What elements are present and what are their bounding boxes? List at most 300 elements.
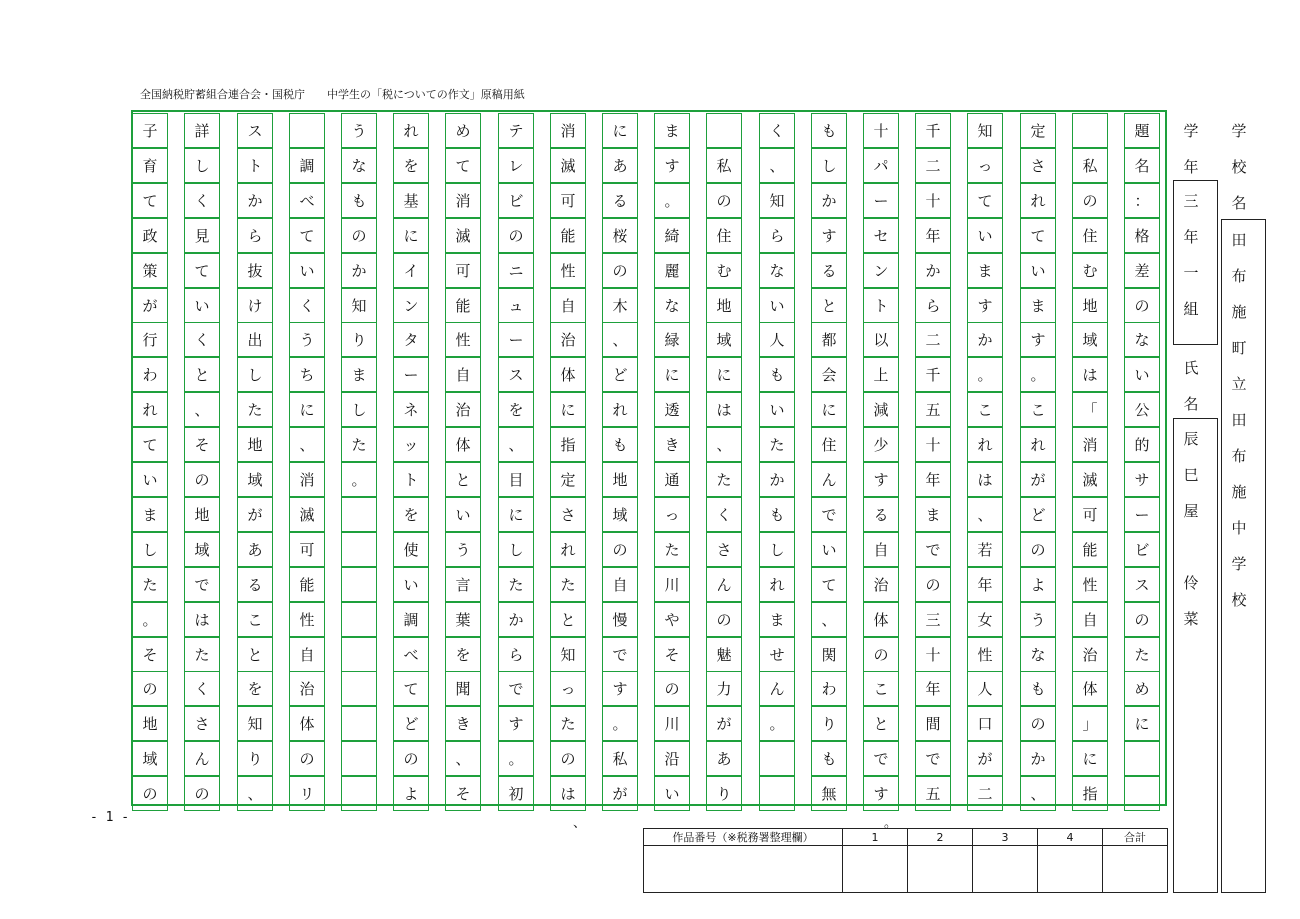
- school-label-char: 名: [1231, 194, 1247, 212]
- school-name-char: 田: [1231, 231, 1247, 249]
- grid-cell: 治: [550, 322, 586, 357]
- grid-cell: と: [237, 637, 273, 672]
- school-label: [1228, 113, 1250, 221]
- grid-cell: 住: [706, 218, 742, 253]
- grid-cell: イ: [393, 253, 429, 288]
- grid-cell: 調: [393, 602, 429, 637]
- grid-cell: ま: [967, 253, 1003, 288]
- grid-cell: あ: [602, 148, 638, 183]
- grid-cell: に: [498, 497, 534, 532]
- grid-cell: 、: [706, 427, 742, 462]
- grid-cell: 能: [289, 567, 325, 602]
- grid-cell: め: [1124, 671, 1160, 706]
- work-number-title: 作品番号（※税務署整理欄）: [644, 829, 843, 846]
- grid-cell: 川: [654, 706, 690, 741]
- grid-cell: 消: [1072, 427, 1108, 462]
- school-name-char: 中: [1231, 519, 1247, 537]
- grid-cell: す: [498, 706, 534, 741]
- grid-cell: 性: [445, 322, 481, 357]
- grid-cell: る: [811, 253, 847, 288]
- grid-cell: め: [445, 113, 481, 148]
- work-cell-1[interactable]: [843, 846, 908, 893]
- grid-cell: 少: [863, 427, 899, 462]
- grid-cell: 滅: [289, 497, 325, 532]
- grid-cell: た: [550, 706, 586, 741]
- manuscript-grid: [131, 110, 1167, 806]
- grid-cell: そ: [654, 637, 690, 672]
- grid-cell: 住: [811, 427, 847, 462]
- work-col-1: 1: [843, 829, 908, 846]
- grid-cell: ま: [654, 113, 690, 148]
- grid-cell: を: [393, 497, 429, 532]
- work-cell-total[interactable]: [1103, 846, 1168, 893]
- grid-cell: さ: [1020, 148, 1056, 183]
- grid-cell: る: [602, 183, 638, 218]
- grid-cell: ち: [289, 357, 325, 392]
- grid-cell: か: [1020, 741, 1056, 776]
- grid-cell: 知: [759, 183, 795, 218]
- grid-cell: 人: [967, 671, 1003, 706]
- grid-cell: 以: [863, 322, 899, 357]
- grid-cell: さ: [706, 532, 742, 567]
- grid-cell: ス: [237, 113, 273, 148]
- grid-cell: ま: [759, 602, 795, 637]
- grid-cell: す: [863, 776, 899, 811]
- grid-cell: 力: [706, 671, 742, 706]
- grid-cell: く: [706, 497, 742, 532]
- grid-cell: 、: [445, 741, 481, 776]
- grid-cell: は: [1072, 357, 1108, 392]
- grid-cell: 聞: [445, 671, 481, 706]
- grid-cell: に: [602, 113, 638, 148]
- grid-cell: と: [863, 706, 899, 741]
- grid-cell: で: [811, 497, 847, 532]
- grid-cell: [706, 113, 742, 148]
- grid-cell: う: [341, 113, 377, 148]
- grid-cell: の: [915, 567, 951, 602]
- grid-cell: ：: [1124, 183, 1160, 218]
- grid-cell: を: [237, 671, 273, 706]
- grid-cell: の: [498, 218, 534, 253]
- grid-cell: 年: [915, 671, 951, 706]
- grid-cell: れ: [1020, 183, 1056, 218]
- grid-cell: れ: [550, 532, 586, 567]
- grid-cell: 性: [967, 637, 1003, 672]
- grid-cell: の: [602, 532, 638, 567]
- grid-cell: け: [237, 288, 273, 323]
- grid-cell: で: [863, 741, 899, 776]
- grid-cell: リ: [289, 776, 325, 811]
- grid-cell: る: [237, 567, 273, 602]
- grid-cell: 「: [1072, 392, 1108, 427]
- work-number-table: [643, 828, 1168, 893]
- grid-cell: り: [706, 776, 742, 811]
- grid-cell: 策: [132, 253, 168, 288]
- grid-cell: か: [498, 602, 534, 637]
- grid-cell: い: [967, 218, 1003, 253]
- grid-cell: 抜: [237, 253, 273, 288]
- grid-cell: は: [184, 602, 220, 637]
- grid-cell: 自: [1072, 602, 1108, 637]
- grid-cell: 自: [863, 532, 899, 567]
- grid-cell: な: [1020, 637, 1056, 672]
- grid-cell: た: [1124, 637, 1160, 672]
- grid-cell: 滅: [445, 218, 481, 253]
- grid-cell: 名: [1124, 148, 1160, 183]
- grid-cell: い: [759, 392, 795, 427]
- grid-cell: 。: [654, 183, 690, 218]
- grid-cell: れ: [967, 427, 1003, 462]
- grid-cell: 地: [184, 497, 220, 532]
- grid-cell: う: [445, 532, 481, 567]
- grid-cell: [341, 567, 377, 602]
- grid-cell: い: [1124, 357, 1160, 392]
- grid-cell: に: [289, 392, 325, 427]
- grid-cell: 体: [289, 706, 325, 741]
- grid-cell: 十: [915, 637, 951, 672]
- grid-cell: の: [1020, 706, 1056, 741]
- grid-cell: に: [706, 357, 742, 392]
- grid-cell: 十: [915, 183, 951, 218]
- grid-cell: 年: [967, 567, 1003, 602]
- grid-cell: 治: [863, 567, 899, 602]
- grid-cell: も: [759, 357, 795, 392]
- student-name-label: [1180, 350, 1202, 422]
- grid-cell: 、: [759, 148, 795, 183]
- grid-cell: す: [967, 288, 1003, 323]
- grid-cell: っ: [550, 671, 586, 706]
- grid-cell: 知: [550, 637, 586, 672]
- grid-cell: た: [341, 427, 377, 462]
- grid-cell: わ: [811, 671, 847, 706]
- grid-cell: と: [184, 357, 220, 392]
- grid-cell: [289, 113, 325, 148]
- grid-cell: [1124, 776, 1160, 811]
- grid-cell: 性: [289, 602, 325, 637]
- grid-cell: く: [184, 671, 220, 706]
- grid-cell: よ: [1020, 567, 1056, 602]
- grid-cell: ス: [1124, 567, 1160, 602]
- grid-cell: し: [237, 357, 273, 392]
- student-name-char: 辰: [1183, 430, 1199, 448]
- grid-cell: 政: [132, 218, 168, 253]
- work-cell-title[interactable]: [644, 846, 843, 893]
- grid-cell: [341, 671, 377, 706]
- grid-cell: 地: [602, 462, 638, 497]
- grid-cell: っ: [967, 148, 1003, 183]
- grid-cell: わ: [132, 357, 168, 392]
- grid-cell: に: [654, 357, 690, 392]
- grid-cell: て: [967, 183, 1003, 218]
- grid-cell: 緑: [654, 322, 690, 357]
- grid-cell: 域: [184, 532, 220, 567]
- grid-cell: て: [393, 671, 429, 706]
- grid-cell: す: [863, 462, 899, 497]
- grid-cell: を: [393, 148, 429, 183]
- grid-cell: 自: [445, 357, 481, 392]
- grid-cell: よ: [393, 776, 429, 811]
- grid-cell: [341, 776, 377, 811]
- school-name-char: 立: [1231, 375, 1247, 393]
- grade-value-char: 年: [1183, 228, 1199, 246]
- grid-cell: の: [132, 776, 168, 811]
- grid-cell: 透: [654, 392, 690, 427]
- grid-cell: は: [706, 392, 742, 427]
- grid-cell: れ: [602, 392, 638, 427]
- grid-cell: 可: [550, 183, 586, 218]
- grid-cell: 滅: [1072, 462, 1108, 497]
- grid-cell: な: [654, 288, 690, 323]
- grid-cell: あ: [237, 532, 273, 567]
- grid-cell: 指: [1072, 776, 1108, 811]
- grid-cell: 上: [863, 357, 899, 392]
- grid-cell: [759, 741, 795, 776]
- grid-cell: べ: [289, 183, 325, 218]
- grid-cell: と: [445, 462, 481, 497]
- grade-value: [1180, 183, 1202, 327]
- grid-cell: 私: [1072, 148, 1108, 183]
- grid-cell: ト: [863, 288, 899, 323]
- grid-cell: 通: [654, 462, 690, 497]
- work-cell-3[interactable]: [973, 846, 1038, 893]
- grid-cell: て: [445, 148, 481, 183]
- grid-cell: の: [393, 741, 429, 776]
- grid-cell: ス: [498, 357, 534, 392]
- grid-cell: ビ: [1124, 532, 1160, 567]
- grid-cell: レ: [498, 148, 534, 183]
- grid-cell: 初: [498, 776, 534, 811]
- grid-cell: 定: [550, 462, 586, 497]
- grid-cell: 消: [289, 462, 325, 497]
- grid-cell: た: [759, 427, 795, 462]
- grid-cell: 間: [915, 706, 951, 741]
- grid-cell: 域: [602, 497, 638, 532]
- grid-cell: さ: [184, 706, 220, 741]
- work-col-4: 4: [1038, 829, 1103, 846]
- grid-cell: が: [132, 288, 168, 323]
- grid-cell: 二: [967, 776, 1003, 811]
- grid-cell: も: [602, 427, 638, 462]
- grid-cell: 指: [550, 427, 586, 462]
- page-number: - 1 -: [90, 810, 130, 825]
- grid-cell: ん: [184, 741, 220, 776]
- grid-cell: の: [654, 671, 690, 706]
- grid-cell: な: [341, 148, 377, 183]
- grid-cell: で: [915, 741, 951, 776]
- grid-cell: 出: [237, 322, 273, 357]
- grid-cell: 治: [1072, 637, 1108, 672]
- grid-cell: [341, 497, 377, 532]
- grid-cell: く: [184, 322, 220, 357]
- grid-cell: 体: [1072, 671, 1108, 706]
- grade-value-char: 一: [1183, 264, 1199, 282]
- school-name-char: 校: [1231, 591, 1247, 609]
- grid-cell: 十: [915, 427, 951, 462]
- grid-cell: ど: [393, 706, 429, 741]
- grid-cell: た: [654, 532, 690, 567]
- grid-cell: 調: [289, 148, 325, 183]
- grid-cell: 会: [811, 357, 847, 392]
- grid-cell: で: [915, 532, 951, 567]
- grid-cell: 可: [445, 253, 481, 288]
- grid-cell: む: [706, 253, 742, 288]
- grid-cell: 関: [811, 637, 847, 672]
- grade-label-char: 学: [1183, 122, 1199, 140]
- grid-cell: [759, 776, 795, 811]
- grid-cell: の: [289, 741, 325, 776]
- grid-cell: 地: [132, 706, 168, 741]
- grid-cell: り: [811, 706, 847, 741]
- grid-cell: 千: [915, 357, 951, 392]
- grid-cell: 若: [967, 532, 1003, 567]
- grid-cell: 二: [915, 148, 951, 183]
- grid-cell: 体: [863, 602, 899, 637]
- grid-cell: っ: [654, 497, 690, 532]
- grid-cell: 、: [602, 322, 638, 357]
- grid-cell: ビ: [498, 183, 534, 218]
- grid-cell: 沿: [654, 741, 690, 776]
- grid-cell: い: [759, 288, 795, 323]
- grid-cell: す: [654, 148, 690, 183]
- grid-cell: の: [550, 741, 586, 776]
- grid-cell: を: [445, 637, 481, 672]
- grid-cell: 、: [967, 497, 1003, 532]
- grid-cell: [341, 602, 377, 637]
- grid-cell: ン: [393, 288, 429, 323]
- grid-cell: ど: [1020, 497, 1056, 532]
- grid-cell: 三: [915, 602, 951, 637]
- grid-cell: 、: [289, 427, 325, 462]
- grid-cell: 、: [1020, 776, 1056, 811]
- work-cell-4[interactable]: [1038, 846, 1103, 893]
- grid-cell: て: [132, 183, 168, 218]
- grid-cell: 、: [184, 392, 220, 427]
- grid-cell: で: [184, 567, 220, 602]
- grid-cell: う: [1020, 602, 1056, 637]
- grid-cell: で: [602, 637, 638, 672]
- student-name: [1180, 421, 1202, 637]
- grid-cell: て: [184, 253, 220, 288]
- work-col-3: 3: [973, 829, 1038, 846]
- grid-cell: た: [132, 567, 168, 602]
- grid-cell: も: [341, 183, 377, 218]
- grid-cell: 消: [445, 183, 481, 218]
- school-name-char: 学: [1231, 555, 1247, 573]
- grid-cell: の: [706, 183, 742, 218]
- grid-cell: す: [602, 671, 638, 706]
- grid-cell: 性: [1072, 567, 1108, 602]
- grid-cell: 。: [498, 741, 534, 776]
- grid-cell: ま: [1020, 288, 1056, 323]
- grid-cell: ー: [863, 183, 899, 218]
- grid-cell: 域: [132, 741, 168, 776]
- student-name-char: [1183, 529, 1198, 565]
- grid-cell: く: [289, 288, 325, 323]
- student-name-char: 巳: [1183, 466, 1199, 484]
- grid-cell: 私: [602, 741, 638, 776]
- grid-cell: に: [1124, 706, 1160, 741]
- grid-cell: 私: [706, 148, 742, 183]
- grade-label: [1180, 113, 1202, 185]
- grid-cell: 子: [132, 113, 168, 148]
- student-label-char: 氏: [1183, 359, 1199, 377]
- grid-cell: し: [811, 148, 847, 183]
- grid-cell: か: [759, 462, 795, 497]
- grid-cell: 地: [237, 427, 273, 462]
- grid-cell: い: [289, 253, 325, 288]
- grid-cell: [341, 532, 377, 567]
- stray-comma: 、: [573, 816, 587, 831]
- grid-cell: 消: [550, 113, 586, 148]
- grid-cell: 減: [863, 392, 899, 427]
- school-name-char: 布: [1231, 447, 1247, 465]
- school-name-char: 施: [1231, 303, 1247, 321]
- grid-cell: 治: [289, 671, 325, 706]
- grid-cell: 可: [289, 532, 325, 567]
- grid-cell: 五: [915, 392, 951, 427]
- grid-cell: は: [967, 462, 1003, 497]
- grid-cell: せ: [759, 637, 795, 672]
- work-col-2: 2: [908, 829, 973, 846]
- grid-cell: 。: [759, 706, 795, 741]
- grid-cell: て: [132, 427, 168, 462]
- grid-cell: り: [341, 322, 377, 357]
- grid-cell: ー: [498, 322, 534, 357]
- grid-cell: 人: [759, 322, 795, 357]
- grid-cell: て: [1020, 218, 1056, 253]
- grid-cell: 滅: [550, 148, 586, 183]
- grid-cell: ー: [393, 357, 429, 392]
- grid-cell: パ: [863, 148, 899, 183]
- grid-cell: き: [654, 427, 690, 462]
- grid-cell: 域: [1072, 322, 1108, 357]
- grid-cell: 慢: [602, 602, 638, 637]
- grid-cell: が: [1020, 462, 1056, 497]
- school-name-char: 布: [1231, 267, 1247, 285]
- grid-cell: や: [654, 602, 690, 637]
- grid-cell: そ: [184, 427, 220, 462]
- grid-cell: と: [550, 602, 586, 637]
- grid-cell: い: [184, 288, 220, 323]
- grid-cell: 。: [602, 706, 638, 741]
- grid-cell: の: [1072, 183, 1108, 218]
- grid-cell: 女: [967, 602, 1003, 637]
- grid-cell: 年: [915, 462, 951, 497]
- grid-cell: し: [341, 392, 377, 427]
- grid-cell: か: [811, 183, 847, 218]
- grid-cell: 使: [393, 532, 429, 567]
- grid-cell: は: [550, 776, 586, 811]
- work-cell-2[interactable]: [908, 846, 973, 893]
- grid-cell: 桜: [602, 218, 638, 253]
- grid-cell: 木: [602, 288, 638, 323]
- grid-cell: 目: [498, 462, 534, 497]
- grid-cell: 無: [811, 776, 847, 811]
- grid-cell: か: [341, 253, 377, 288]
- grid-cell: 能: [550, 218, 586, 253]
- grid-cell: が: [237, 497, 273, 532]
- grid-cell: れ: [132, 392, 168, 427]
- grid-cell: 都: [811, 322, 847, 357]
- grid-cell: 知: [341, 288, 377, 323]
- grid-cell: の: [706, 602, 742, 637]
- grid-cell: ト: [237, 148, 273, 183]
- grid-cell: 治: [445, 392, 481, 427]
- grid-cell: ま: [341, 357, 377, 392]
- grid-cell: な: [1124, 322, 1160, 357]
- grid-cell: 題: [1124, 113, 1160, 148]
- grid-cell: ネ: [393, 392, 429, 427]
